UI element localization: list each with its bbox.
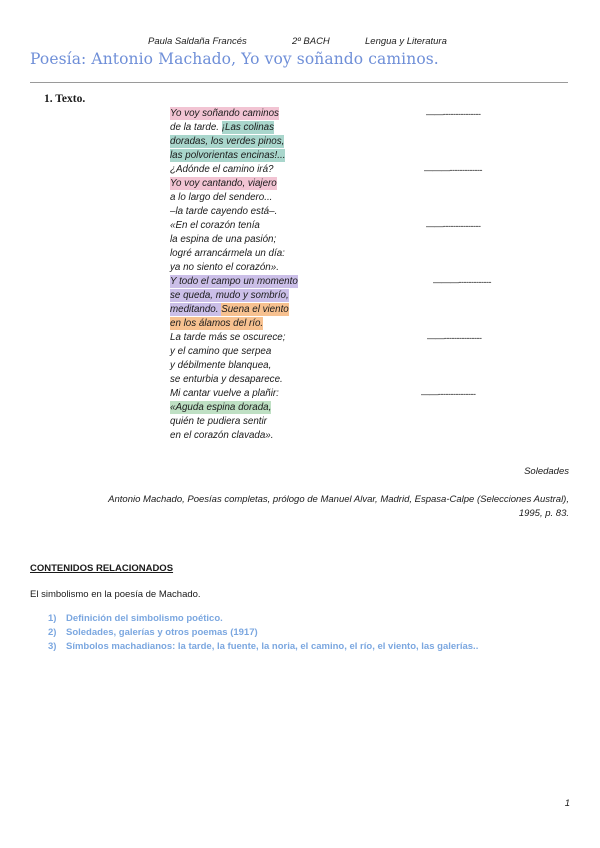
poem-text: a lo largo del sendero... [170, 192, 273, 203]
highlighted-text: Y todo el campo un momento [170, 276, 298, 287]
annotation-dash-line: ——--------------- [426, 221, 481, 231]
poem-text: quién te pudiera sentir [170, 416, 267, 427]
poem-text: ya no siento el corazón». [170, 262, 279, 273]
poem-line [170, 345, 340, 359]
poem-line [170, 135, 340, 149]
list-item [48, 640, 478, 654]
highlighted-text: se queda, mudo y sombrío, [170, 290, 289, 301]
annotation-dash-line: ——--------------- [427, 333, 482, 343]
poem-text: logré arrancármela un día: [170, 248, 285, 259]
annotation-dash-line: ———------------- [433, 277, 491, 287]
poem-line [170, 149, 340, 163]
title-divider [30, 82, 568, 83]
poem-line [170, 373, 340, 387]
highlighted-text: Yo voy soñando caminos [170, 108, 279, 119]
poem-text: La tarde más se oscurece; [170, 332, 286, 343]
poem-line [170, 289, 340, 303]
citation-line-1: Antonio Machado, Poesías completas, prólogo de Manuel Alvar, Madrid, Espasa-Calpe (Selecciones Austral), [108, 494, 569, 505]
poem-line [170, 247, 340, 261]
poem-line [170, 359, 340, 373]
poem-line [170, 107, 340, 121]
document-title: Poesía: Antonio Machado, Yo voy soñando caminos. [30, 50, 439, 68]
poem-line [170, 275, 340, 289]
poem-line [170, 191, 340, 205]
page-number: 1 [564, 798, 570, 809]
section-heading-texto: 1. Texto. [44, 93, 86, 105]
poem-text: en el corazón clavada». [170, 430, 274, 441]
list-item-number: 2) [48, 627, 57, 638]
poem-line [170, 205, 340, 219]
poem-text: –la tarde cayendo está–. [170, 206, 278, 217]
header-author: Paula Saldaña Francés [148, 36, 247, 47]
poem-line [170, 121, 340, 135]
list-item [48, 612, 478, 626]
poem-text: la espina de una pasión; [170, 234, 277, 245]
poem-source: Soledades [524, 466, 569, 477]
poem-text: «En el corazón tenía [170, 220, 260, 231]
poem-line [170, 177, 340, 191]
poem-line [170, 331, 340, 345]
related-contents-intro: El simbolismo en la poesía de Machado. [30, 589, 201, 600]
poem-line [170, 219, 340, 233]
list-item-number: 3) [48, 641, 57, 652]
related-contents-heading: CONTENIDOS RELACIONADOS [30, 563, 174, 574]
annotation-dash-line: ——--------------- [426, 109, 481, 119]
poem-line [170, 261, 340, 275]
poem-line [170, 317, 340, 331]
poem-line [170, 415, 340, 429]
highlighted-text: Suena el viento [221, 304, 289, 315]
poem-text: y débilmente blanquea, [170, 360, 272, 371]
highlighted-text: Yo voy cantando, viajero [170, 178, 277, 189]
highlighted-text: doradas, los verdes pinos, [170, 136, 285, 147]
poem-text: se enturbia y desaparece. [170, 374, 283, 385]
annotation-dash-line: ——--------------- [421, 389, 476, 399]
highlighted-text: las polvorientas encinas!... [170, 150, 286, 161]
list-item-text: Definición del simbolismo poético. [66, 613, 223, 624]
poem-line [170, 163, 340, 177]
header-subject: Lengua y Literatura [365, 36, 447, 47]
highlighted-text: «Aguda espina dorada, [170, 402, 272, 413]
poem-line [170, 303, 340, 317]
poem [170, 107, 340, 443]
poem-line [170, 401, 340, 415]
list-item [48, 626, 478, 640]
highlighted-text: ¡Las colinas [221, 122, 275, 133]
list-item-number: 1) [48, 613, 57, 624]
poem-text: y el camino que serpea [170, 346, 272, 357]
poem-line [170, 387, 340, 401]
highlighted-text: meditando. [170, 304, 222, 315]
header-course: 2º BACH [292, 36, 330, 47]
poem-text: de la tarde. [170, 122, 222, 133]
citation-line-2: 1995, p. 83. [518, 508, 569, 519]
list-item-text: Símbolos machadianos: la tarde, la fuente, la noria, el camino, el río, el viento, las galerías.. [66, 641, 479, 652]
annotation-dash-line: ———------------- [424, 165, 482, 175]
poem-line [170, 429, 340, 443]
bibliographic-citation [30, 493, 569, 521]
poem-text: ¿Adónde el camino irá? [170, 164, 274, 175]
related-contents-list [48, 612, 478, 654]
poem-text: Mi cantar vuelve a plañir: [170, 388, 279, 399]
highlighted-text: en los álamos del río. [170, 318, 264, 329]
list-item-text: Soledades, galerías y otros poemas (1917) [66, 627, 258, 638]
poem-line [170, 233, 340, 247]
